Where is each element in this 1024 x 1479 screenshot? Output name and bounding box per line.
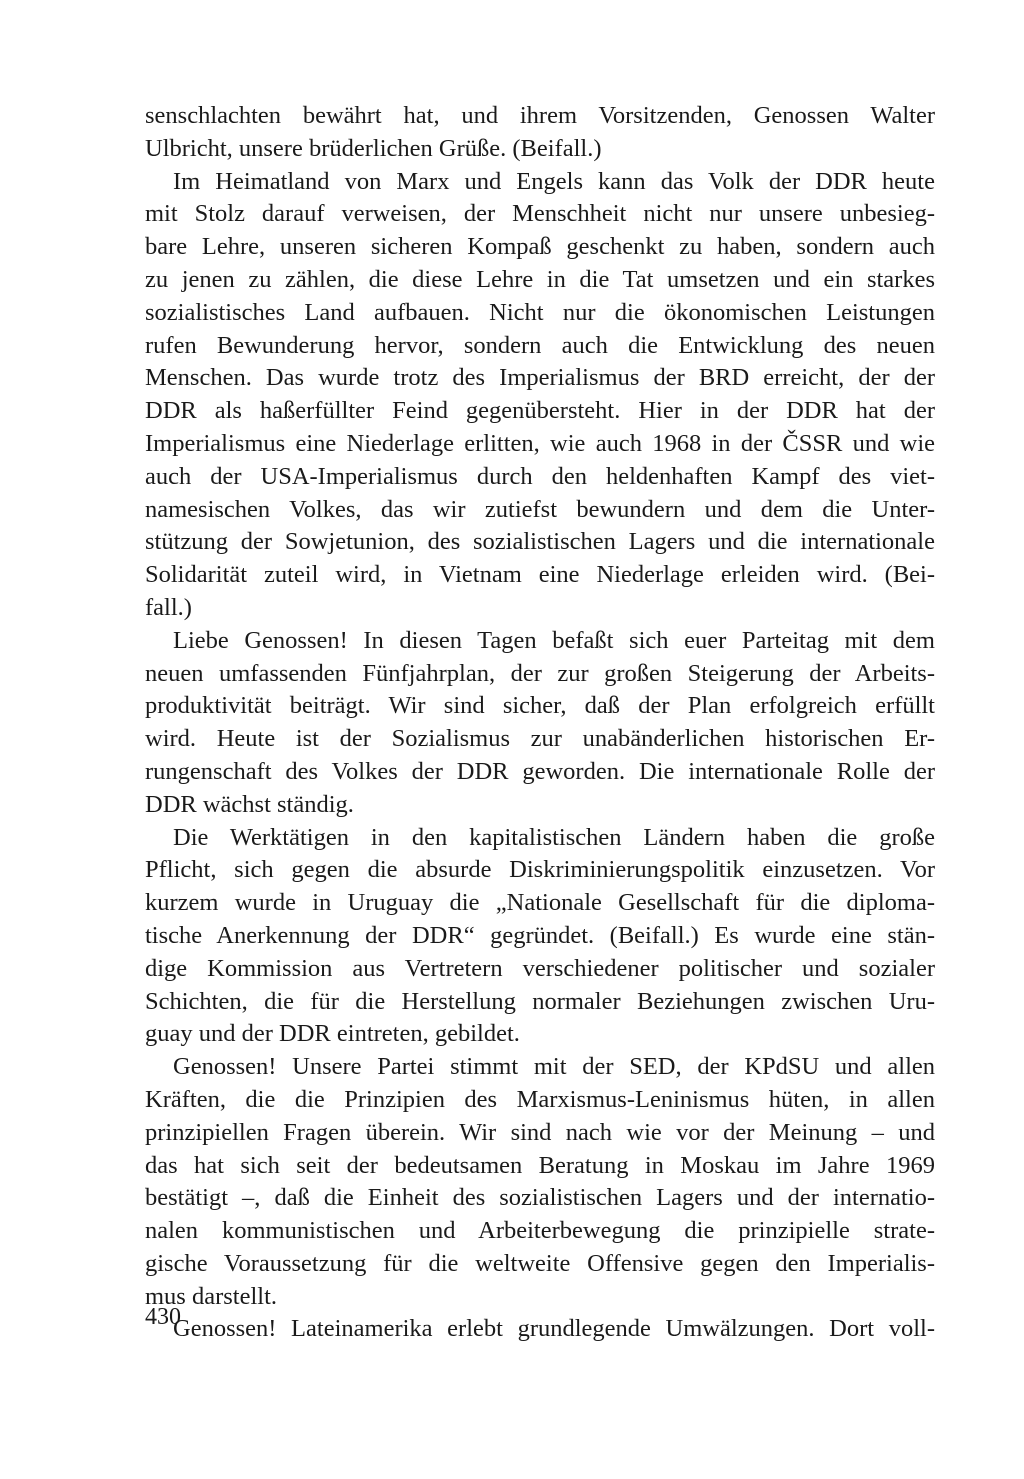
page-number: 430 <box>145 1304 181 1330</box>
text-line: Ulbricht, unsere brüderlichen Grüße. (Beifall.) <box>145 134 602 162</box>
text-line: prinzipiellen Fragen überein. Wir sind nach wie vor der Meinung – und <box>145 1118 935 1146</box>
text-line: Schichten, die für die Herstellung normaler Beziehungen zwischen Uru- <box>145 987 935 1015</box>
text-line: produktivität beiträgt. Wir sind sicher, daß der Plan erfolgreich erfüllt <box>145 692 935 720</box>
text-line: Imperialismus eine Niederlage erlitten, wie auch 1968 in der ČSSR und wie <box>145 429 935 457</box>
paragraph-start-line: Liebe Genossen! In diesen Tagen befaßt sich euer Parteitag mit dem <box>173 626 935 654</box>
text-line: guay und der DDR eintreten, gebildet. <box>145 1020 520 1048</box>
text-line: sozialistisches Land aufbauen. Nicht nur die ökonomischen Leistungen <box>145 298 935 326</box>
paragraph-start-line: Im Heimatland von Marx und Engels kann das Volk der DDR heute <box>173 167 935 195</box>
text-line: namesischen Volkes, das wir zutiefst bewundern und dem die Unter- <box>145 495 935 523</box>
text-line: zu jenen zu zählen, die diese Lehre in die Tat umsetzen und ein starkes <box>145 265 935 293</box>
text-line: bare Lehre, unseren sicheren Kompaß geschenkt zu haben, sondern auch <box>145 233 935 261</box>
text-line: mus darstellt. <box>145 1282 278 1310</box>
text-line: fall.) <box>145 593 192 621</box>
text-line: nalen kommunistischen und Arbeiterbewegung die prinzipielle strate- <box>145 1217 935 1245</box>
text-line: rungenschaft des Volkes der DDR geworden. Die internationale Rolle der <box>145 757 935 785</box>
text-line: DDR als haßerfüllter Feind gegenübersteht. Hier in der DDR hat der <box>145 397 935 425</box>
text-line: bestätigt –, daß die Einheit des sozialistischen Lagers und der internatio- <box>145 1184 935 1212</box>
text-line: kurzem wurde in Uruguay die „Nationale Gesellschaft für die diploma- <box>145 889 935 917</box>
text-line: stützung der Sowjetunion, des sozialistischen Lagers und die internationale <box>145 528 935 556</box>
text-line: senschlachten bewährt hat, und ihrem Vorsitzenden, Genossen Walter <box>145 102 935 129</box>
text-line: tische Anerkennung der DDR“ gegründet. (Beifall.) Es wurde eine stän- <box>145 921 935 949</box>
text-line: das hat sich seit der bedeutsamen Beratung in Moskau im Jahre 1969 <box>145 1151 935 1179</box>
text-line: rufen Bewunderung hervor, sondern auch die Entwicklung des neuen <box>145 331 935 359</box>
text-line: dige Kommission aus Vertretern verschiedener politischer und sozialer <box>145 954 935 982</box>
paragraph-start-line: Genossen! Lateinamerika erlebt grundlegende Umwälzungen. Dort voll- <box>173 1315 935 1343</box>
text-line: mit Stolz darauf verweisen, der Menschheit nicht nur unsere unbesieg- <box>145 200 935 228</box>
text-line: auch der USA-Imperialismus durch den heldenhaften Kampf des viet- <box>145 462 935 490</box>
text-line: Kräften, die die Prinzipien des Marxismus-Leninismus hüten, in allen <box>145 1085 935 1113</box>
text-line: DDR wächst ständig. <box>145 790 354 818</box>
paragraph-start-line: Die Werktätigen in den kapitalistischen Ländern haben die große <box>173 823 935 851</box>
text-line: Solidarität zuteil wird, in Vietnam eine Niederlage erleiden wird. (Bei- <box>145 561 935 589</box>
body-text <box>145 100 935 1346</box>
text-line: Pflicht, sich gegen die absurde Diskriminierungspolitik einzusetzen. Vor <box>145 856 935 884</box>
text-line: neuen umfassenden Fünfjahrplan, der zur großen Steigerung der Arbeits- <box>145 659 935 687</box>
text-line: wird. Heute ist der Sozialismus zur unabänderlichen historischen Er- <box>145 725 935 753</box>
text-line: gische Voraussetzung für die weltweite Offensive gegen den Imperialis- <box>145 1249 935 1277</box>
text-line: Menschen. Das wurde trotz des Imperialismus der BRD erreicht, der der <box>145 364 935 392</box>
paragraph-start-line: Genossen! Unsere Partei stimmt mit der SED, der KPdSU und allen <box>173 1053 935 1081</box>
